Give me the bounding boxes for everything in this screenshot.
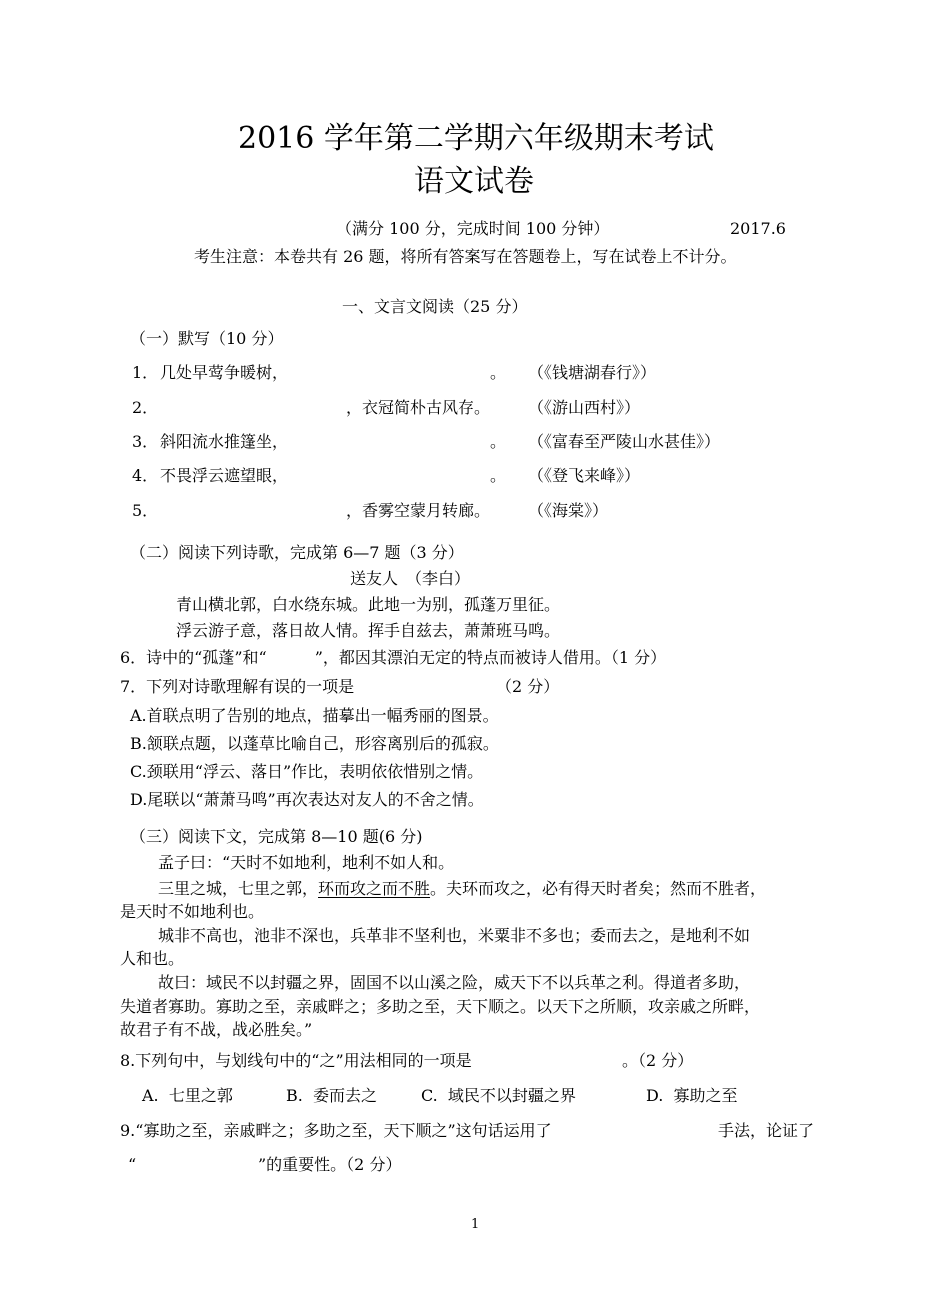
dictation-left: 斜阳流水推篷坐， (160, 432, 289, 451)
dictation-right: 。 (490, 432, 507, 451)
passage-para: 故君子有不战，战必胜矣。” (120, 1020, 313, 1039)
dictation-num: 4． (132, 466, 159, 485)
dictation-source: （《富春至严陵山水甚佳》） (528, 432, 721, 451)
dictation-right: ，衣冠简朴古风存。 (346, 398, 491, 417)
question-6: 6．诗中的“孤蓬”和“ ”，都因其漂泊无定的特点而被诗人借用。（1 分） (120, 648, 667, 667)
dictation-right: 。 (490, 466, 507, 485)
dictation-source: （《游山西村》） (528, 398, 641, 417)
dictation-source: （《钱塘湖春行》） (528, 363, 657, 382)
q7-option: B.颔联点题，以蓬草比喻自己，形容离别后的孤寂。 (130, 734, 499, 753)
dictation-num: 3． (132, 432, 159, 451)
q7-option: C.颈联用“浮云、落日”作比，表明依依惜别之情。 (130, 762, 484, 781)
section-title: 一、文言文阅读（25 分） (342, 297, 528, 316)
exam-date: 2017.6 (730, 219, 786, 238)
part1-title: （一）默写（10 分） (130, 329, 284, 348)
passage-para: 失道者寡助。寡助之至，亲戚畔之；多助之至，天下顺之。以天下之所顺，攻亲戚之所畔， (120, 997, 761, 1016)
passage-para: 城非不高也，池非不深也，兵革非不坚利也，米粟非不多也；委而去之，是地利不如 (158, 926, 751, 945)
question-7: 7．下列对诗歌理解有误的一项是 (120, 677, 355, 696)
q8-option: B. 委而去之 (286, 1086, 378, 1105)
dictation-right: 。 (490, 363, 507, 382)
q7-option: D.尾联以“萧萧马鸣”再次表达对友人的不舍之情。 (130, 790, 484, 809)
dictation-source: （《登飞来峰》） (528, 466, 641, 485)
poem-line: 青山横北郭，白水绕东城。此地一为别，孤蓬万里征。 (176, 595, 561, 614)
exam-notice: 考生注意：本卷共有 26 题，将所有答案写在答题卷上，写在试卷上不计分。 (194, 247, 737, 266)
exam-subtitle: 语文试卷 (414, 164, 534, 199)
q8-option: C. 域民不以封疆之界 (421, 1086, 576, 1105)
passage-para (158, 878, 766, 900)
passage-para: 人和也。 (120, 949, 185, 968)
passage-para: 是天时不如地利也。 (120, 902, 265, 921)
underlined-sentence: 环而攻之而不胜 (318, 879, 431, 898)
question-8: 8.下列句中，与划线句中的“之”用法相同的一项是 (120, 1051, 472, 1070)
dictation-num: 2． (132, 398, 159, 417)
page-number: 1 (471, 1217, 480, 1232)
dictation-num: 1． (132, 363, 159, 382)
dictation-left: 不畏浮云遮望眼， (160, 466, 289, 485)
passage-text: 三里之城，七里之郭， (158, 879, 319, 898)
dictation-left: 几处早莺争暖树， (160, 363, 289, 382)
part2-title: （二）阅读下列诗歌，完成第 6—7 题（3 分） (130, 543, 464, 562)
question-9: ”的重要性。（2 分） (258, 1155, 402, 1174)
score-info: （满分 100 分，完成时间 100 分钟） (336, 219, 610, 238)
dictation-num: 5． (132, 501, 159, 520)
q8-option: A. 七里之郭 (142, 1086, 233, 1105)
passage-text: 。夫环而攻之，必有得天时者矣；然而不胜者， (430, 879, 767, 898)
poem-title: 送友人 （李白） (350, 569, 471, 588)
passage-para: 孟子曰：“天时不如地利，地利不如人和。 (158, 853, 455, 872)
question-9: 手法，论证了 (718, 1121, 815, 1140)
question-7-score: （2 分） (496, 677, 560, 696)
question-8-tail: 。（2 分） (622, 1051, 694, 1070)
question-9: 9.“寡助之至，亲戚畔之；多助之至，天下顺之”这句话运用了 (120, 1121, 552, 1140)
dictation-right: ，香雾空蒙月转廊。 (346, 501, 491, 520)
q7-option: A.首联点明了告别的地点，描摹出一幅秀丽的图景。 (130, 706, 499, 725)
exam-title: 2016 学年第二学期六年级期末考试 (238, 121, 714, 156)
part3-title: （三）阅读下文，完成第 8—10 题(6 分) (130, 827, 423, 846)
question-9: “ (128, 1155, 137, 1174)
dictation-source: （《海棠》） (528, 501, 609, 520)
q8-option: D. 寡助之至 (646, 1086, 738, 1105)
passage-para: 故曰：域民不以封疆之界，固国不以山溪之险，威天下不以兵革之利。得道者多助， (158, 973, 751, 992)
poem-line: 浮云游子意，落日故人情。挥手自兹去，萧萧班马鸣。 (176, 621, 561, 640)
